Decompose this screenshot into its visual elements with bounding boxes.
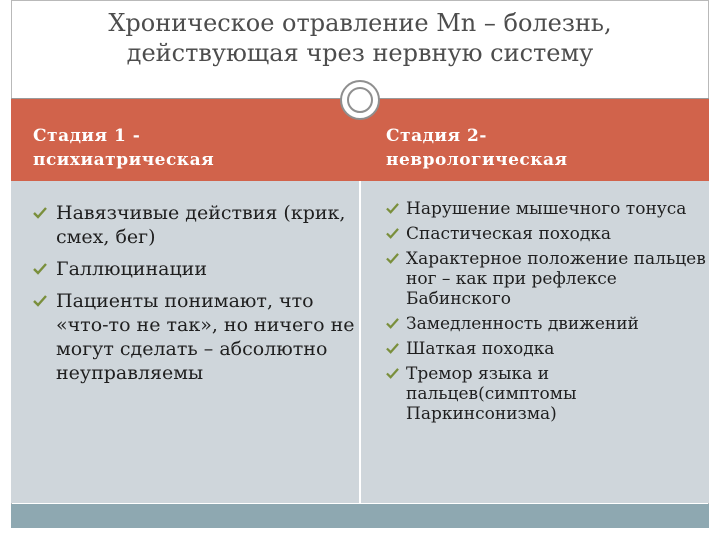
checkmark-bullet-icon (33, 206, 47, 220)
column-divider (359, 181, 361, 503)
list-item-text: Пациенты понимают, что «что-то не так», но ничего не могут сделать – абсолютно неуправляемы (56, 290, 355, 384)
list-item-text: Замедленность движений (406, 314, 639, 334)
column-header-stage-1-line-1: Стадия 1 - (33, 126, 141, 146)
list-item (386, 364, 706, 424)
checkmark-bullet-icon (33, 262, 47, 276)
list-item (386, 249, 706, 309)
column-header-stage-1 (33, 124, 333, 172)
list-item-text: Навязчивые действия (крик, смех, бег) (56, 202, 346, 248)
stage-2-symptom-list (386, 199, 706, 429)
list-item-text: Спастическая походка (406, 224, 612, 244)
checkmark-bullet-icon (33, 294, 47, 308)
slide-title-line-2: действующая чрез нервную систему (126, 39, 594, 67)
slide-title (11, 8, 709, 68)
checkmark-bullet-icon (386, 252, 399, 265)
list-item-text: Характерное положение пальцев ног – как при рефлексе Бабинского (406, 249, 706, 309)
list-item (386, 339, 706, 359)
slide-title-line-1: Хроническое отравление Mn – болезнь, (108, 9, 612, 37)
list-item-text: Нарушение мышечного тонуса (406, 199, 687, 219)
column-header-stage-2 (386, 124, 686, 172)
checkmark-bullet-icon (386, 342, 399, 355)
column-header-stage-1-line-2: психиатрическая (33, 150, 215, 170)
list-item-text: Галлюцинации (56, 258, 208, 280)
bottom-bar (11, 504, 709, 528)
list-item (33, 201, 355, 249)
checkmark-bullet-icon (386, 367, 399, 380)
list-item (386, 224, 706, 244)
column-header-stage-2-line-2: неврологическая (386, 150, 568, 170)
list-item-text: Тремор языка и пальцев(симптомы Паркинсонизма) (406, 364, 577, 424)
list-item-text: Шаткая походка (406, 339, 555, 359)
checkmark-bullet-icon (386, 202, 399, 215)
double-circle-ornament-icon (340, 80, 380, 120)
list-item (386, 199, 706, 219)
checkmark-bullet-icon (386, 317, 399, 330)
checkmark-bullet-icon (386, 227, 399, 240)
stage-1-symptom-list (33, 201, 355, 393)
list-item (386, 314, 706, 334)
column-header-stage-2-line-1: Стадия 2- (386, 126, 487, 146)
list-item (33, 289, 355, 385)
list-item (33, 257, 355, 281)
